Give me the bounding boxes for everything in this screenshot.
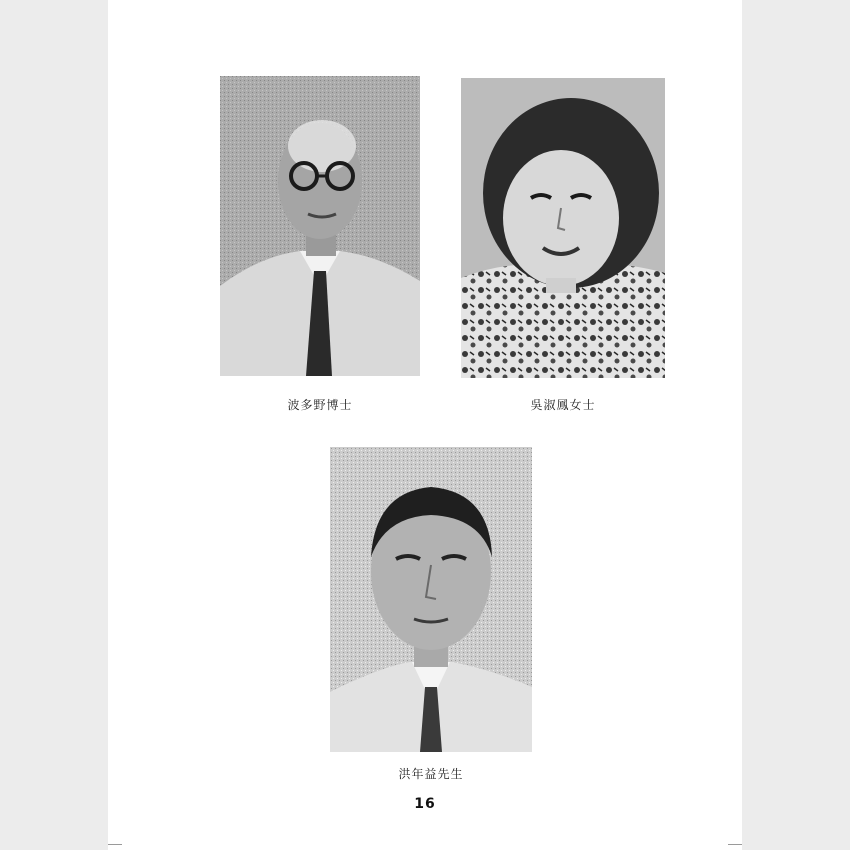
caption-photo-1: 波多野博士 <box>287 398 353 412</box>
document-page <box>108 0 742 850</box>
page-edge-mark-left <box>108 844 122 845</box>
portrait-photo-2 <box>461 78 665 378</box>
caption-photo-2: 吳淑鳳女士 <box>530 398 596 412</box>
portrait-photo-3 <box>330 447 532 752</box>
page-edge-mark-right <box>728 844 742 845</box>
page-number: 16 <box>414 796 436 812</box>
caption-photo-3: 洪年益先生 <box>398 767 464 781</box>
portrait-photo-1 <box>220 76 420 376</box>
